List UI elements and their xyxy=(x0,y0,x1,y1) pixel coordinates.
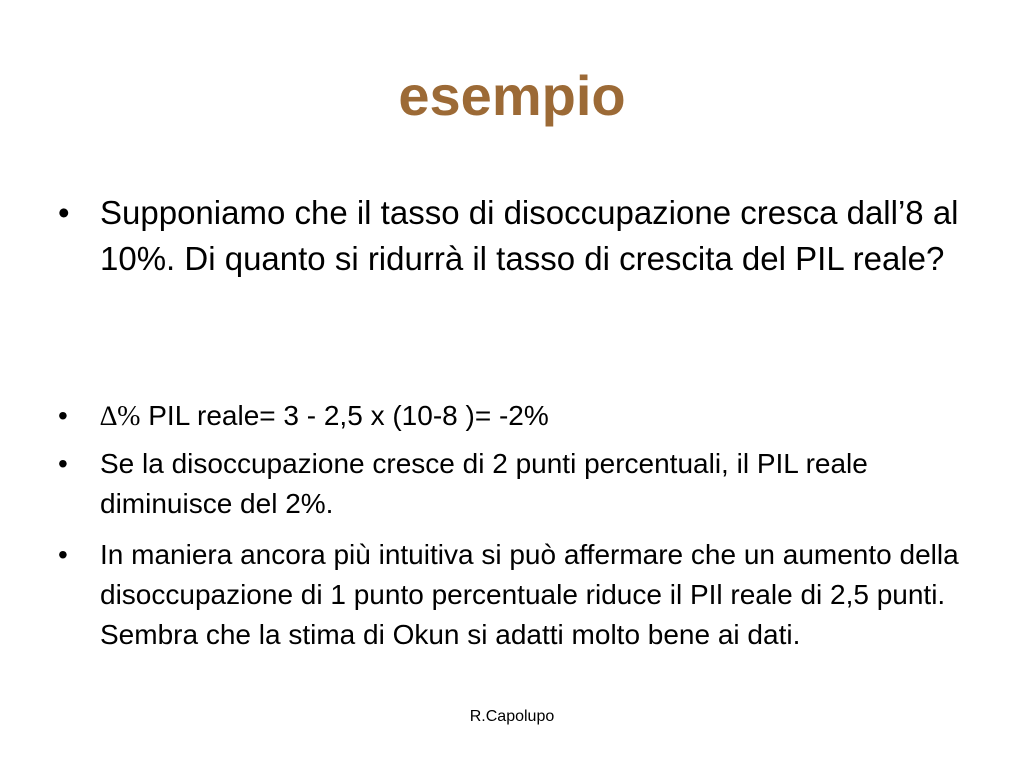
bullet-item-question xyxy=(58,190,978,282)
bullet-item-conclusion xyxy=(58,535,978,655)
bullet-text: Se la disoccupazione cresce di 2 punti percentuali, il PIL reale diminuisce del 2%. xyxy=(100,448,868,519)
bullet-text: Supponiamo che il tasso di disoccupazione cresca dall’8 al 10%. Di quanto si ridurrà il tasso di crescita del PIL reale? xyxy=(100,194,959,277)
bullet-marker: • xyxy=(58,448,68,479)
formula-text xyxy=(100,396,978,437)
bullet-text: In maniera ancora più intuitiva si può affermare che un aumento della disoccupazione di 1 punto percentuale riduce il PIl reale di 2,5 punti. Sembra che la stima di Okun si adatti molto bene ai dati. xyxy=(100,539,959,650)
bullet-marker: • xyxy=(58,539,68,570)
slide-title: esempio xyxy=(398,64,626,127)
delta-percent-symbol: ∆% xyxy=(100,401,141,432)
bullet-item-interpretation xyxy=(58,444,978,524)
bullet-marker: • xyxy=(58,194,70,231)
bullet-item-formula xyxy=(58,396,978,437)
footer-author: R.Capolupo xyxy=(469,708,555,725)
bullet-marker: • xyxy=(58,400,68,431)
formula-body: PIL reale= 3 - 2,5 x (10-8 )= -2% xyxy=(140,400,549,431)
